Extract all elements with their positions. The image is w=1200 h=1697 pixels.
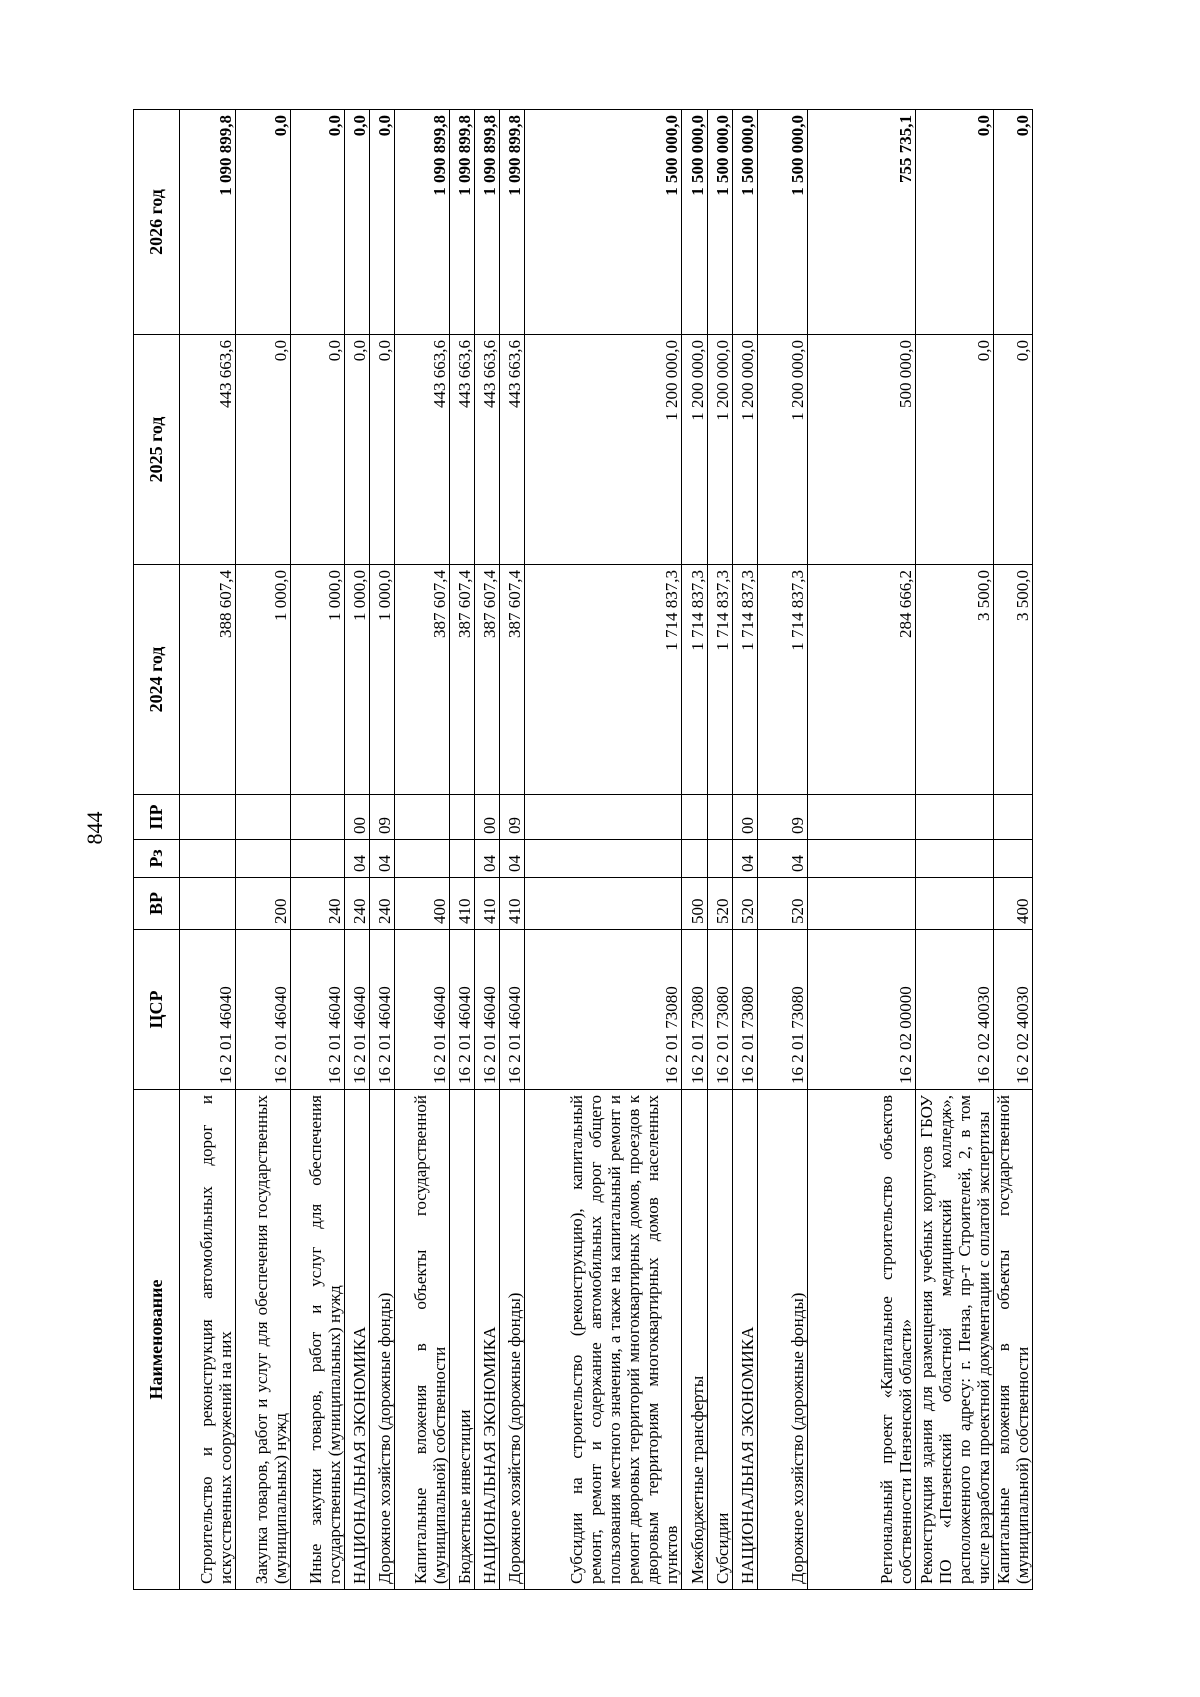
cell-csr: 16 2 02 40030 [993, 930, 1032, 1090]
table-body [180, 110, 1033, 1590]
cell-y2026: 1 500 000,0 [525, 110, 682, 335]
cell-vr [525, 878, 682, 930]
cell-y2026: 0,0 [290, 110, 344, 335]
cell-rz [993, 840, 1032, 878]
table-row [707, 110, 732, 1590]
table-row [345, 110, 370, 1590]
cell-pr: 09 [500, 795, 525, 840]
cell-csr: 16 2 01 46040 [290, 930, 344, 1090]
cell-rz [707, 840, 732, 878]
cell-vr [808, 878, 916, 930]
cell-y2026: 1 090 899,8 [500, 110, 525, 335]
table-header-row [134, 110, 180, 1590]
table-row [993, 110, 1032, 1590]
cell-name: Капитальные вложения в объекты государственной (муниципальной) собственности [395, 1090, 449, 1590]
cell-y2025: 0,0 [236, 335, 290, 565]
table-row [370, 110, 395, 1590]
cell-y2024: 1 000,0 [236, 565, 290, 795]
cell-pr [449, 795, 474, 840]
cell-rz: 04 [345, 840, 370, 878]
table-row [757, 110, 807, 1590]
cell-name: Бюджетные инвестиции [449, 1090, 474, 1590]
cell-y2025: 0,0 [916, 335, 994, 565]
cell-rz: 04 [475, 840, 500, 878]
cell-y2026: 0,0 [916, 110, 994, 335]
cell-vr: 240 [290, 878, 344, 930]
cell-rz [808, 840, 916, 878]
cell-y2025: 0,0 [993, 335, 1032, 565]
cell-csr: 16 2 01 73080 [682, 930, 707, 1090]
table-row [682, 110, 707, 1590]
cell-y2024: 3 500,0 [916, 565, 994, 795]
cell-name: Закупка товаров, работ и услуг для обеспечения государственных (муниципальных) нужд [236, 1090, 290, 1590]
cell-name: Строительство и реконструкция автомобильных дорог и искусственных сооружений на них [180, 1090, 236, 1590]
cell-vr [916, 878, 994, 930]
cell-y2026: 1 090 899,8 [180, 110, 236, 335]
cell-name: Иные закупки товаров, работ и услуг для обеспечения государственных (муниципальных) нужд [290, 1090, 344, 1590]
table-row [808, 110, 916, 1590]
cell-y2026: 1 500 000,0 [732, 110, 757, 335]
table-row [732, 110, 757, 1590]
cell-y2025: 1 200 000,0 [732, 335, 757, 565]
cell-y2026: 755 735,1 [808, 110, 916, 335]
cell-pr [993, 795, 1032, 840]
cell-y2025: 1 200 000,0 [682, 335, 707, 565]
cell-name: Субсидии на строительство (реконструкцию), капитальный ремонт, ремонт и содержание автомобильных дорог общего пользования местного значения, а также на капитальный ремонт и ремонт дворовых территорий многоквартирных домов, проездов к дворовым территориям многоквартирных домов населенных пунктов [525, 1090, 682, 1590]
cell-csr: 16 2 01 73080 [525, 930, 682, 1090]
cell-vr: 400 [395, 878, 449, 930]
cell-csr: 16 2 01 46040 [449, 930, 474, 1090]
cell-y2025: 1 200 000,0 [757, 335, 807, 565]
cell-y2026: 1 500 000,0 [757, 110, 807, 335]
cell-y2025: 0,0 [345, 335, 370, 565]
cell-name: НАЦИОНАЛЬНАЯ ЭКОНОМИКА [345, 1090, 370, 1590]
cell-pr: 09 [370, 795, 395, 840]
cell-y2024: 387 607,4 [475, 565, 500, 795]
cell-y2026: 0,0 [236, 110, 290, 335]
cell-csr: 16 2 01 46040 [345, 930, 370, 1090]
cell-y2025: 0,0 [370, 335, 395, 565]
table-row [180, 110, 236, 1590]
cell-y2024: 388 607,4 [180, 565, 236, 795]
page-number: 844 [82, 811, 107, 845]
cell-y2024: 1 000,0 [370, 565, 395, 795]
cell-vr: 240 [370, 878, 395, 930]
cell-y2024: 387 607,4 [449, 565, 474, 795]
cell-name: Дорожное хозяйство (дорожные фонды) [500, 1090, 525, 1590]
cell-pr [682, 795, 707, 840]
cell-rz: 04 [500, 840, 525, 878]
cell-name: Реконструкция здания для размещения учебных корпусов ГБОУ ПО «Пензенский областной медицинский колледж», расположенного по адресу: г. Пенза, пр-т Строителей, 2, в том числе разработка проектной документации с оплатой экспертизы [916, 1090, 994, 1590]
table-row [236, 110, 290, 1590]
cell-csr: 16 2 01 46040 [236, 930, 290, 1090]
cell-name: НАЦИОНАЛЬНАЯ ЭКОНОМИКА [475, 1090, 500, 1590]
cell-name: Дорожное хозяйство (дорожные фонды) [757, 1090, 807, 1590]
cell-y2026: 1 090 899,8 [449, 110, 474, 335]
cell-name: НАЦИОНАЛЬНАЯ ЭКОНОМИКА [732, 1090, 757, 1590]
cell-vr: 520 [757, 878, 807, 930]
cell-csr: 16 2 01 46040 [395, 930, 449, 1090]
cell-csr: 16 2 02 00000 [808, 930, 916, 1090]
cell-vr [180, 878, 236, 930]
header-vr: ВР [134, 878, 180, 930]
cell-vr: 410 [475, 878, 500, 930]
cell-y2026: 1 090 899,8 [395, 110, 449, 335]
table-row [475, 110, 500, 1590]
cell-y2025: 1 200 000,0 [707, 335, 732, 565]
cell-vr: 520 [732, 878, 757, 930]
cell-vr: 410 [500, 878, 525, 930]
cell-y2025: 0,0 [290, 335, 344, 565]
cell-rz [449, 840, 474, 878]
cell-y2024: 1 714 837,3 [757, 565, 807, 795]
cell-pr [916, 795, 994, 840]
cell-pr [808, 795, 916, 840]
cell-y2025: 443 663,6 [475, 335, 500, 565]
table-row [290, 110, 344, 1590]
cell-rz: 04 [370, 840, 395, 878]
cell-csr: 16 2 02 40030 [916, 930, 994, 1090]
cell-name: Капитальные вложения в объекты государственной (муниципальной) собственности [993, 1090, 1032, 1590]
cell-rz [180, 840, 236, 878]
cell-y2024: 1 000,0 [290, 565, 344, 795]
cell-y2026: 0,0 [993, 110, 1032, 335]
cell-name: Межбюджетные трансферты [682, 1090, 707, 1590]
cell-csr: 16 2 01 46040 [500, 930, 525, 1090]
header-csr: ЦСР [134, 930, 180, 1090]
cell-y2024: 1 714 837,3 [707, 565, 732, 795]
cell-vr: 520 [707, 878, 732, 930]
cell-csr: 16 2 01 73080 [707, 930, 732, 1090]
cell-y2025: 443 663,6 [395, 335, 449, 565]
cell-y2026: 1 090 899,8 [475, 110, 500, 335]
cell-pr [395, 795, 449, 840]
cell-pr: 00 [732, 795, 757, 840]
cell-rz [916, 840, 994, 878]
cell-y2024: 387 607,4 [395, 565, 449, 795]
budget-table [133, 109, 1033, 1590]
cell-rz [236, 840, 290, 878]
table-row [525, 110, 682, 1590]
cell-pr [290, 795, 344, 840]
cell-csr: 16 2 01 46040 [370, 930, 395, 1090]
table-row [916, 110, 994, 1590]
cell-csr: 16 2 01 46040 [475, 930, 500, 1090]
cell-pr: 00 [345, 795, 370, 840]
header-name: Наименование [134, 1090, 180, 1590]
cell-rz [525, 840, 682, 878]
header-pr: ПР [134, 795, 180, 840]
cell-vr: 400 [993, 878, 1032, 930]
cell-pr [236, 795, 290, 840]
cell-y2024: 1 714 837,3 [682, 565, 707, 795]
cell-y2025: 500 000,0 [808, 335, 916, 565]
cell-pr [525, 795, 682, 840]
cell-name: Субсидии [707, 1090, 732, 1590]
cell-y2024: 284 666,2 [808, 565, 916, 795]
table-row [500, 110, 525, 1590]
cell-rz: 04 [732, 840, 757, 878]
cell-vr: 500 [682, 878, 707, 930]
table-row [449, 110, 474, 1590]
cell-name: Дорожное хозяйство (дорожные фонды) [370, 1090, 395, 1590]
cell-y2024: 1 714 837,3 [525, 565, 682, 795]
cell-rz [682, 840, 707, 878]
header-2026: 2026 год [134, 110, 180, 335]
cell-y2026: 0,0 [370, 110, 395, 335]
cell-csr: 16 2 01 73080 [757, 930, 807, 1090]
cell-name: Региональный проект «Капитальное строительство объектов собственности Пензенской области» [808, 1090, 916, 1590]
cell-rz: 04 [757, 840, 807, 878]
cell-csr: 16 2 01 73080 [732, 930, 757, 1090]
cell-rz [395, 840, 449, 878]
cell-y2024: 1 714 837,3 [732, 565, 757, 795]
cell-y2025: 443 663,6 [180, 335, 236, 565]
header-2024: 2024 год [134, 565, 180, 795]
cell-vr: 240 [345, 878, 370, 930]
cell-rz [290, 840, 344, 878]
cell-csr: 16 2 01 46040 [180, 930, 236, 1090]
cell-y2025: 443 663,6 [500, 335, 525, 565]
header-2025: 2025 год [134, 335, 180, 565]
cell-pr [707, 795, 732, 840]
cell-y2026: 0,0 [345, 110, 370, 335]
cell-y2026: 1 500 000,0 [707, 110, 732, 335]
cell-pr [180, 795, 236, 840]
cell-pr: 00 [475, 795, 500, 840]
cell-y2024: 3 500,0 [993, 565, 1032, 795]
table-row [395, 110, 449, 1590]
cell-vr: 200 [236, 878, 290, 930]
budget-table-container [133, 110, 1033, 1590]
header-rz: Рз [134, 840, 180, 878]
cell-y2026: 1 500 000,0 [682, 110, 707, 335]
cell-y2024: 387 607,4 [500, 565, 525, 795]
cell-vr: 410 [449, 878, 474, 930]
cell-y2025: 1 200 000,0 [525, 335, 682, 565]
cell-pr: 09 [757, 795, 807, 840]
cell-y2024: 1 000,0 [345, 565, 370, 795]
cell-y2025: 443 663,6 [449, 335, 474, 565]
